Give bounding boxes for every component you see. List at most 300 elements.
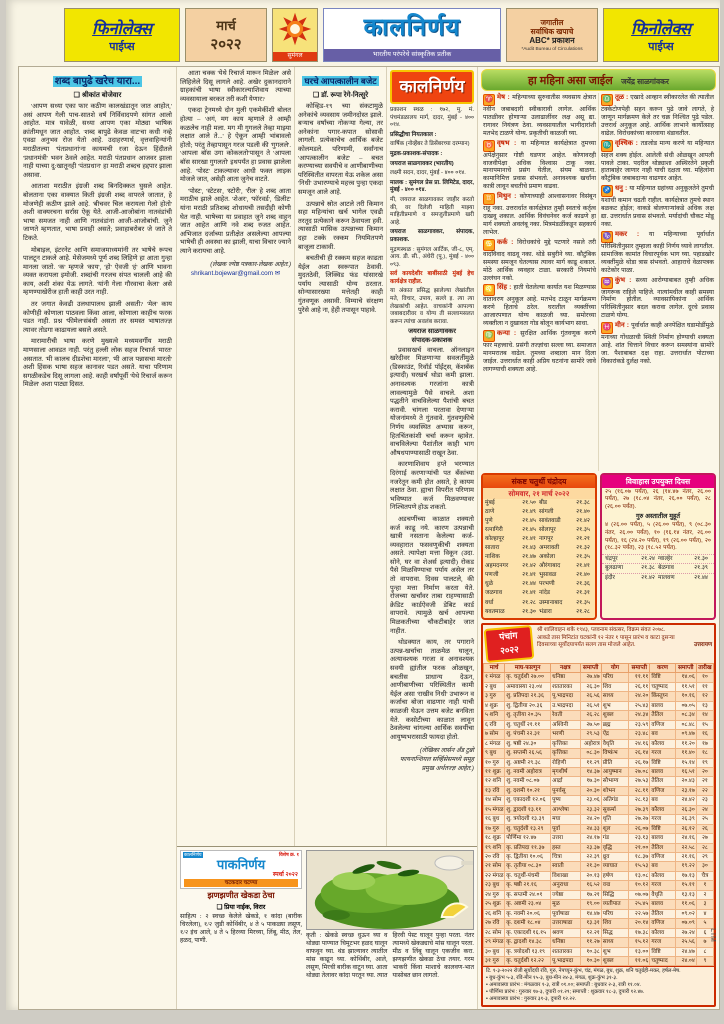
panchang-cell: हर्षण xyxy=(601,871,628,880)
panchang-cell: १५.५३ xyxy=(629,862,650,871)
panchang-cell: कृ. दशमी १८.०४ xyxy=(505,919,551,928)
imprint-line: प्रसिद्धीचा नियतकाल : xyxy=(390,131,437,138)
panchang-cell: २१ xyxy=(696,777,713,786)
panchang-cell: २९ xyxy=(696,853,713,862)
paknirnay-logo xyxy=(180,850,302,889)
panchang-cell: ९ xyxy=(696,957,713,966)
panchang-cell: शूल xyxy=(601,824,628,833)
panchang-cell: पौर्णिमा १२.४७ xyxy=(505,834,551,843)
moonrise-time: २१.४१ xyxy=(522,572,536,579)
panchang-cell: २६.५६ xyxy=(580,692,601,701)
panchang-cell: ०७.०९ xyxy=(675,919,696,928)
moonrise-row xyxy=(483,553,595,562)
panchang-cell: १२ xyxy=(696,692,713,701)
panchang-cell: २२ मंगळ xyxy=(485,872,504,879)
panchang-cell: कृ. अष्टमी २३.०४ xyxy=(505,900,551,909)
panchang-cell: १६.५१ xyxy=(675,767,696,776)
panchang-cell: १६.५२ xyxy=(580,881,601,890)
panchang-box xyxy=(481,623,716,1007)
panchang-cell: २६.०७ xyxy=(629,824,650,833)
author-email-link[interactable]: shrikant.bojewar@gmail.com ✉ xyxy=(190,270,281,278)
moonrise-time: २१.२१ xyxy=(576,535,590,542)
moonrise-city: जळगाव xyxy=(485,590,502,597)
panchang-cell: सिद्ध xyxy=(601,928,628,937)
panchang-cell: २६.५१ xyxy=(580,701,601,710)
zodiac-text: विरोधकांचे मुद्दे पटणारे नसले तरी वादविवाद वाढवू नका. थोडे सबुरीने घ्या. कौटुंबिक समस्या समजून घेतल्यास त्यावर मार्ग काढू शकाल. मोठे आर्थिक व्यवहार टाळा. सरकारी नियमांचे उल्लंघन नको. xyxy=(483,238,596,282)
panchang-cell: ०८.४८ xyxy=(675,720,696,729)
panchang-cell: अनुराधा xyxy=(551,881,580,890)
panchang-row xyxy=(484,805,714,814)
moonrise-row xyxy=(483,599,595,608)
panchang-cell: २४.४२ xyxy=(675,796,696,805)
page-header xyxy=(64,8,719,62)
moonrise-row xyxy=(483,571,595,580)
panchang-cell: शु. नवमी ०८.०७ xyxy=(505,777,551,786)
panchang-col-header: तारीख xyxy=(698,665,712,672)
panchang-cell: कृ. चतुर्दशी १२.२२ xyxy=(505,957,551,966)
panchang-cell: ०८.३० xyxy=(580,749,601,758)
panchang-cell: कृ. षष्ठी २१.१६ xyxy=(505,881,551,890)
panchang-cell: २२.५८ xyxy=(675,843,696,852)
panchang-footnote-line: • अमावास्या प्रारंभ : गुरुवार ३१-३, दुपारी १२.२२. xyxy=(486,996,577,1003)
wedding-days-text: २५ (१६.०७ पर्यंत), २६ (१४.४७ नंतर, २६.०० पर्यंत), २७ (१८.०४ नंतर, २६.०० पर्यंत), २८ (२६.०० पर्यंत). xyxy=(605,488,711,510)
panchang-cell: उत्तराषाढा xyxy=(551,919,580,928)
panchang-cell: वज्र xyxy=(601,881,628,890)
zodiac-name: मकर : xyxy=(615,230,649,238)
zodiac-name: कन्या : xyxy=(497,330,521,338)
panchang-cell: २८.११ xyxy=(629,786,650,795)
panchang-cell: १७ गुरु xyxy=(484,824,505,833)
panchang-col-header: नक्षत्र xyxy=(551,664,580,673)
panchang-cell: २५.५६ xyxy=(675,938,696,947)
panchang-cell: व्याघात xyxy=(601,862,628,871)
panchang-row xyxy=(484,843,714,852)
moonrise-city: सावंतवाडी xyxy=(539,517,561,524)
moonrise-city: बुलढाणा xyxy=(605,565,623,572)
moonrise-city: बीड xyxy=(539,499,548,506)
panchang-cell: २६.११ xyxy=(629,682,650,691)
panchang-cell: २५ शुक्र xyxy=(484,900,505,909)
panchang-cell: ११ शुक्र xyxy=(484,767,505,776)
panchang-cell: २३.३७ xyxy=(580,843,601,852)
panchang-cell: शुभ xyxy=(601,701,628,710)
zodiac-icon: ♋ xyxy=(483,239,495,251)
moonrise-time: २१.२४ xyxy=(641,555,655,562)
panchang-cell: १०.१२ xyxy=(629,881,650,890)
zodiac-entry-5 xyxy=(483,284,596,328)
panchang-cell: २६.१४ xyxy=(629,749,650,758)
panchang-cell: २४.२० xyxy=(629,692,650,701)
panchang-cell: ८ मंगळ xyxy=(484,739,505,748)
panchang-cell: १८.३७ xyxy=(629,853,650,862)
abc-line1: जगातील xyxy=(540,17,564,27)
panchang-footnote-line: • अमावास्या प्रारंभ : मंगळवार १-३, रात्री ०१.००; समाप्ती : बुधवार २-३, रात्री ११.०४. xyxy=(486,982,641,989)
moonrise-row xyxy=(483,508,595,517)
moonrise-date: सोमवार, २१ मार्च २०२२ xyxy=(483,488,595,499)
wedding-days-box xyxy=(600,473,716,621)
recipe-photo xyxy=(306,850,474,930)
panchang-cell: विष्टि xyxy=(650,947,675,956)
panchang-cell: २९.५३ xyxy=(580,730,601,739)
panchang-cell: २४ xyxy=(696,805,713,814)
panchang-cell: शिव xyxy=(601,682,628,691)
panchang-cell: १३.०० xyxy=(629,947,650,956)
moonrise-time: २१.४० xyxy=(576,508,590,515)
panchang-cell: बव xyxy=(650,862,675,871)
panchang-cell: ७ xyxy=(696,938,713,947)
panchang-cell: १३.३१ xyxy=(580,919,601,928)
moonrise-time: २१.३९ xyxy=(694,565,708,572)
panchang-cell: विष्टि xyxy=(650,673,675,682)
imprint-line: या अंकात प्रसिद्ध झालेल्या लेखांतील मते, विचार, उपाय, सल्ले इ. त्या त्या लेखकांची आहेत. वाचकांनी आपल्या जबाबदारीवर व योग्य ती सल्लामसलत करून त्यांचा अवलंब करावा. xyxy=(390,288,474,325)
moonrise-time: २१.४१ xyxy=(576,563,590,570)
panchang-cell: १०.३८ xyxy=(580,947,601,956)
moonrise-time: २१.४४ xyxy=(522,581,536,588)
article2-continuation xyxy=(390,347,474,743)
panchang-cell: १८ xyxy=(696,749,713,758)
print-registration-mark: LIM xyxy=(709,928,717,943)
article-paragraph: उत्पन्नाचे स्रोत आटले तरी किमान सहा महिन्यांचा खर्च भागेल एवढी तरतूद प्रत्येकाने करून ठेवायला हवी. त्यासाठी मासिक उत्पन्नाच्या किमान दहा टक्के रक्कम नियमितपणे बाजूला टाकावी. xyxy=(298,200,384,251)
moonrise-time: २१.३० xyxy=(522,608,536,615)
moonrise-city: यवतमाळ xyxy=(485,608,505,615)
panchang-cell: २७.२७ xyxy=(629,815,650,824)
panchang-cell: ६ xyxy=(696,928,713,937)
zodiac-text: सुरक्षित आर्थिक गुंतवणूक करणे फार महत्त्वाचे. प्रसंगी तज्ज्ञांचा सल्ला घ्या. समाजात मानमरातब वाढेल. तुमच्या शब्दाला मान दिला जाईल. उत्तरार्धात काही अप्रिय घटनांना सामोरे जावे लागण्याची शक्यता आहे. xyxy=(483,330,596,373)
horoscope-title: हा महिना असा जाईल xyxy=(528,75,613,87)
panchang-cell: २३.३२ xyxy=(580,805,601,814)
recipe-method: कृती : खेकडे स्वच्छ धुऊन घ्या व थोड्या पाण्यात चिमूटभर हळद घालून वाफवून घ्या. थंड झाल्यावर त्यातील मांस काढून घ्या. कोथिंबीर, आले, लसूण, मिरची बारीक वाटून घ्या. आता थोड्या तेलावर कांदा परतून घ्या. त्यात हिरवी पेस्ट घालून पुन्हा परता. नंतर त्यामध्ये खेकड्याचे मांस घालून परता. मीठ व लिंबू घालून एकजीव करा. झणझणीत खेकडा ठेचा तयार. गरम भाकरी किंवा माशाचे कालवण-भात यासोबत छान लागतो. xyxy=(306,932,474,979)
moonrise-time: २१.४५ xyxy=(522,517,536,524)
panchang-cell: गरज xyxy=(650,881,675,890)
moonrise-extra-cities xyxy=(602,554,714,583)
panchang-cell: २५.४५ xyxy=(629,900,650,909)
zodiac-name: मिथुन : xyxy=(497,193,520,201)
panchang-row xyxy=(484,853,714,862)
moonrise-row xyxy=(483,589,595,598)
panchang-cell: १ मंगळ xyxy=(484,673,505,682)
panchang-cell: बव xyxy=(650,796,675,805)
panchang-col-header: माघ-फाल्गुन xyxy=(505,664,551,673)
moonrise-city: अमरावती xyxy=(539,545,560,551)
masthead-title: कालनिर्णय xyxy=(363,14,461,41)
panchang-cell: २६.१२ xyxy=(675,824,696,833)
panchang-cell: शुक्ल xyxy=(601,957,628,966)
kalnirnay-masthead xyxy=(323,8,501,62)
moonrise-time: २१.५० xyxy=(522,499,536,506)
panchang-cell: भरणी xyxy=(551,730,580,739)
panchang-shaka-line: श्री शालिवाहन शके १९४३, प्लवनाम संवत्सर, विक्रम संवत २०७८. xyxy=(537,627,666,634)
panchang-cell: ०७.०५ xyxy=(675,701,696,710)
panchang-cell: ३१ गुरु xyxy=(484,957,505,966)
moonrise-city: सांगली xyxy=(539,508,554,515)
panchang-cell: १३.०८ xyxy=(629,871,650,880)
panchang-row xyxy=(484,909,714,918)
zodiac-icon: ♍ xyxy=(483,330,495,342)
article-paragraph: मोबाइल, इंटरनेट आणि समाजमाध्यमांनी तर भाषेचे रूपच पालटून टाकले आहे. मेसेजमध्ये पूर्ण शब्द लिहिणे हा आता गुन्हा मानला जातो. 'क' म्हणजे 'काय', 'हो' ऐवजी 'हं' आणि भावना व्यक्त करायला इमोजी. शब्दांची गरजच संपत चालली आहे की काय, अशी शंका येऊ लागते. 'यांनी गेला गौरवाचा केला' असे म्हणण्याखेरीज हाती काही उरत नाही. xyxy=(23,246,173,297)
panchang-cell: तैतिल xyxy=(650,711,675,720)
panchang-cell: धृति xyxy=(601,815,628,824)
finolex-product: पाईप्स xyxy=(648,40,674,53)
panchang-col-header: समाप्ती xyxy=(629,664,650,673)
panchang-cell: ब्रह्म xyxy=(601,720,628,729)
panchang-cell: गरज xyxy=(650,749,675,758)
article1-credit: (लेखक ज्येष्ठ पत्रकार-लेखक आहेत.) xyxy=(210,261,292,269)
panchang-cell: तैतिल xyxy=(650,777,675,786)
zodiac-name: मेष : xyxy=(497,94,513,101)
panchang-note-line: आकडे तास मिनिटांत घटकांनी १२ नंतर १ पासून प्रारंभ व काटा दुसऱ्या xyxy=(537,634,675,641)
panchang-cell: शु. दशमी १०.२१ xyxy=(505,786,551,795)
panchang-cell: कृ. चतुर्थी-पंचमी xyxy=(505,871,551,880)
imprint-line: मुद्रणस्थळ : सुमंगल आर्टिक, जी-८, एम्. आय. डी. सी., अंधेरी (पू.), मुंबई - ४०० ०९३. xyxy=(390,246,474,268)
almanac-boxes-row xyxy=(481,473,716,621)
panchang-cell: २७.५३ xyxy=(629,777,650,786)
moonrise-time: २१.४७ xyxy=(522,554,536,561)
article1-continuation-column xyxy=(177,67,295,846)
panchang-cell: परिघ xyxy=(601,673,628,682)
panchang-cell: १३.१३ xyxy=(675,890,696,899)
panchang-cell: पू.भाद्रपदा xyxy=(551,957,580,966)
panchang-cell: कृ. एकादशी १६.१५ xyxy=(505,928,551,937)
panchang-cell: १ xyxy=(696,881,713,890)
panchang-cell: विष्टि xyxy=(650,824,675,833)
panchang-cell: शुक्ल xyxy=(601,711,628,720)
panchang-cell: १५.११ xyxy=(675,881,696,890)
panchang-cell: २१.३० xyxy=(580,862,601,871)
panchang-cell: १५ मंगळ xyxy=(485,806,504,813)
cookery-left xyxy=(180,850,302,1006)
zodiac-text: या महिन्यात कार्यक्षेत्रात तुमच्या अपेक्षेनुसार गोष्टी घडणार आहेत. कोणावरही वाजवीपेक्षा अधिक विश्वास टाकू नका. मानापमानाचे प्रसंग येतील, संयम बाळगा. कामानिमित्त प्रवास संभवतो. अनावश्यक खर्चांना कात्री लावून बचतीचे प्रमाण वाढवा. xyxy=(483,139,596,191)
zodiac-entry-2 xyxy=(483,140,596,192)
panchang-cell: ११.०६ xyxy=(675,900,696,909)
zodiac-text: सध्या आरोग्याबाबत तुम्ही अधिक जागरूक राहिले पाहिजे. नात्यांमधील काही समस्या निर्माण होतील. व्यावसायिकांना आर्थिक परिस्थितीनुसार बदल करावा लागेल. दूरचे प्रवास टाळणे योग्य. xyxy=(601,276,714,320)
imprint-line: प्रकाशन स्थळ : १७२, मु. मं. पंचमंडळालय मार्ग, दादर, मुंबई - ४०० ०१४. xyxy=(390,107,474,129)
abc-line3: ABC* प्रकाशन xyxy=(529,35,575,45)
article-paragraph: तर जगात केवढी उलथापालथ झाली असती? 'मेल' काय कोणीही कोणाला पाठवला किंवा आला, कोणाला काहीच फरक पडत नाही. प्रश्न 'फीमेल'संबंधी असता तर समस्त भाषातज्ज्ञ त्यावर तोडगा काढायला बसले असते. xyxy=(23,301,173,334)
panchang-row xyxy=(484,796,714,805)
moonrise-row xyxy=(483,562,595,571)
panchang-cell: २६.१७ xyxy=(629,758,650,767)
panchang-cell: २४.२० xyxy=(580,815,601,824)
sumangal-label: सुमंगल xyxy=(273,52,317,61)
panchang-cell: परिघ xyxy=(601,909,628,918)
panchang-cell: शिव xyxy=(601,919,628,928)
panchang-cell: २०.१३ xyxy=(580,871,601,880)
panchang-cell: २७ xyxy=(696,834,713,843)
panchang-cell: ३० xyxy=(696,862,713,871)
panchang-cell: शुभ xyxy=(601,947,628,956)
panchang-cell: पू.भाद्रपदा xyxy=(551,692,580,701)
moonrise-city: सातारा xyxy=(485,545,500,551)
finolex-product: पाईप्स xyxy=(109,40,135,53)
moonrise-city: अहमदनगर xyxy=(485,563,509,570)
panchang-cell: मृगशीर्ष xyxy=(551,767,580,776)
moonrise-city: रत्नागिरी xyxy=(485,526,503,533)
panchang-cell: २ xyxy=(696,890,713,899)
panchang-cell: ११.२७ xyxy=(580,938,601,947)
panchang-cell: १९ शनि xyxy=(484,843,505,852)
moonrise-city: उस्मानाबाद xyxy=(539,599,563,606)
panchang-cell: २३ xyxy=(696,796,713,805)
panchang-cell: १९.२२ xyxy=(675,862,696,871)
panchang-cell: ०९.०२ xyxy=(675,909,696,918)
panchang-row xyxy=(484,871,714,880)
panchang-cell: २६.३० xyxy=(580,682,601,691)
panchang-cell: कृ. सप्तमी २४.०१ xyxy=(505,890,551,899)
panchang-cell: सुकर्मा xyxy=(601,805,628,814)
finolex-ad-right xyxy=(603,8,719,62)
zodiac-name: तूळ : xyxy=(615,94,631,101)
zodiac-name: कर्क : xyxy=(497,238,518,246)
panchang-cell: २२.३९ xyxy=(580,853,601,862)
panchang-cell: २३ बुध xyxy=(484,881,505,890)
panchang-footnote-line: • बुध-कुंभ ५-३, रवि-मीन १५-३, बुध-मीन २४-३, मंगळ, शुक्र-कुंभ ३१-३. xyxy=(486,975,618,982)
panchang-cell: शु. त्रयोदशी १३.३९ xyxy=(505,815,551,824)
moonrise-city: पुणे xyxy=(485,517,493,524)
panchang-cell: पुनर्वसू xyxy=(551,786,580,795)
article-paragraph: 'आपण सध्या एका फार कठीण कालखंडातून जात आहोत,' असं आपण गेली पाच-सातशे वर्षं निर्विवादपणे सांगत आलो आहोत. मात्र यावेळी, सध्या आपण एका मोठ्या भाषिक क्रांतीमधून जात आहोत. 'शब्द बापुढे केवळ वाट'चा कधी नव्हे एवढा अनुभव रोज येतो आहे. उदाहरणार्थ, वृत्तवाहिन्यांनी मराठीतल्या 'पंतप्रधानां'ना कायमची रजा देऊन हिंदीतले 'प्रधानमंत्री' भवन ठेवले आहेत. मराठी पंतप्रधान आजवर झाला नाही याच्या दु:खातूनही 'पंतप्रधान' हा मराठी शब्दच हद्दपार झाला असावा. xyxy=(23,103,173,179)
panchang-cell: २८ सोम xyxy=(484,928,505,937)
panchang-cell: कौलव xyxy=(650,739,675,748)
panchang-footnote-line: • पौर्णिमा प्रारंभ : गुरुवार १७-३, दुपारी ०१.२९; समाप्ती : शुक्रवार १८-३, दुपारी १२.४७. xyxy=(486,989,645,996)
moonrise-time: २१.३२ xyxy=(576,545,590,551)
recipe-byline: ❑ प्रिया नाईक, विरार xyxy=(216,904,266,911)
panchang-cell: धनिष्ठा xyxy=(551,938,580,947)
panchang-cell: शु. द्वादशी १३.११ xyxy=(505,805,551,814)
article-paragraph: 'पोस्ट', 'स्टेटस', 'स्टोरी', 'रील' हे शब्द आता मराठीच झाले आहेत. 'शेअर', 'फॉरवर्ड', 'डिलीट' यांना मराठी प्रतिशब्द शोधायची तसदीही कोणी घेत नाही. भाषेच्या या प्रवाहात जुने शब्द वाहून जात आहेत आणि नवे शब्द रुजत आहेत. अभिजात दर्जाच्या प्रतीक्षेत असलेल्या आपल्या भाषेची ही अवस्था का झाली, याचा विचार ज्याने त्याने करायचा आहे. xyxy=(180,187,292,255)
panchang-cell: शु. तृतीया २०.३५ xyxy=(505,711,551,720)
panchang-cell: २०.३० xyxy=(580,786,601,795)
panchang-cell: १९.०० xyxy=(580,900,601,909)
zodiac-text: महिन्याच्या सुरुवातीस व्यवसाय क्षेत्रात नवीन जबाबदारी स्वीकारावी लागेल. आर्थिक पातळीवर होणाऱ्या उलाढालींवर लक्ष असू द्या. रागावर नियंत्रण ठेवा. व्यवसायातील भागीदारांशी मतभेद टाळणे योग्य. प्रकृतीची काळजी घ्या. xyxy=(483,94,596,137)
panchang-cell: ७ सोम xyxy=(484,730,505,739)
panchang-cell: ११.११ xyxy=(629,673,650,682)
panchang-cell: २०.४३ xyxy=(675,777,696,786)
panchang-cell: बव xyxy=(650,730,675,739)
panchang-cell: साध्य xyxy=(601,938,628,947)
panchang-cell: शु. चतुर्दशी १३.२९ xyxy=(505,824,551,833)
zodiac-entry-8 xyxy=(601,140,714,184)
panchang-cell: १५.१२ xyxy=(629,938,650,947)
panchang-cell: चतुष्पाद xyxy=(650,957,675,966)
thecha-dish-image xyxy=(307,851,473,929)
panchang-cell: २१.१६ xyxy=(675,853,696,862)
moonrise-time: २१.३५ xyxy=(576,554,590,561)
panchang-cell: श्रवण xyxy=(551,928,580,937)
masthead-tagline: भारतीय परंपरेचे सांस्कृतिक प्रतीक xyxy=(324,49,500,61)
panchang-cell: ८ xyxy=(696,947,713,956)
finolex-ad-left xyxy=(64,8,180,62)
zodiac-entry-7 xyxy=(601,94,714,138)
panchang-cell: १४ सोम xyxy=(484,796,505,805)
panchang-cell: धनिष्ठा xyxy=(551,673,580,682)
zodiac-text: या महिन्याच्या पूर्वार्धात परिस्थितीनुसार तुम्हाला काही निर्णय घ्यावे लागतील. सामाजिक कामांत विचारपूर्वक भाग घ्या. पहाडखोर व्यक्तींमुळे थोडा त्रास संभवतो. आहाराचे वेळापत्रक काटेकोर पाळा. xyxy=(601,230,714,274)
zodiac-entry-12 xyxy=(601,322,714,366)
panchang-cell: ६ रवि xyxy=(484,720,505,729)
panchang-cell: २८ xyxy=(696,843,713,852)
zodiac-text: पूर्वार्धात काही अनपेक्षित घडामोडींमुळे मनाच्या गोंधळाची स्थिती निर्माण होण्याची शक्यता आहे. शांत चित्ताने विचार करून समस्यांना सामोरे जा. पैशाबाबत दक्ष राहा. उत्तरार्धात पोटाच्या विकारांकडे दुर्लक्ष नको. xyxy=(601,322,715,365)
panchang-cell: २२ xyxy=(696,786,713,795)
panchang-cell: २९ मंगळ xyxy=(485,939,504,946)
panchang-row xyxy=(484,824,714,833)
moonrise-time: २१.२८ xyxy=(576,608,590,615)
panchang-row xyxy=(484,673,714,682)
panchang-cell: चतुष्पाद xyxy=(650,682,675,691)
panchang-cell: ५ xyxy=(696,919,713,928)
article-language-column xyxy=(19,67,177,1009)
panchang-cell: २६.३९ xyxy=(675,815,696,824)
panchang-cell: २३.१३ xyxy=(629,834,650,843)
panchang-cell: २३.०६ xyxy=(580,796,601,805)
panchang-cell: पुष्य xyxy=(551,796,580,805)
article-paragraph: एकदा ट्रेनमध्ये दोन मुली एकमेकींशी बोलत होत्या – 'अगं, मग काय म्हणाले ते आम्ही कळलेच नाही मला. मग मी गुगलले तेव्हा माझ्या लक्षात आले ते...' हे ऐकून आम्ही भांबावलो होतो; परंतु तेव्हापासून गरज पडली की 'गुगलले'. 'आपला बॉस उगा कोकलतो'पासून ते 'आपला बॉस सारखा गुगलतो' इथपर्यंत हा प्रवास झालेला आहे. 'पोस्ट' टाकल्यावर आधी फक्त लाइक मोजले जात, असेही आता जुनेच वाटते. xyxy=(180,107,292,184)
almanac-section xyxy=(478,67,719,1009)
moonrise-city: नांदेड xyxy=(539,590,551,597)
panchang-cell: कृ. तृतीया ०८.३० xyxy=(505,862,551,871)
panchang-cell: बालव xyxy=(650,701,675,710)
panchang-cell: १४.०६ xyxy=(675,673,696,682)
panchang-cell: १७.१३ xyxy=(675,871,696,880)
panchang-intro xyxy=(537,627,712,661)
panchang-row xyxy=(484,957,714,966)
zodiac-name: मीन : xyxy=(615,322,632,330)
abc-circulation-box xyxy=(506,8,598,62)
panchang-cell: मूळ xyxy=(551,900,580,909)
imprint-line: जयराज साळगावकर xyxy=(408,328,456,336)
article-budget-column xyxy=(295,67,387,846)
panchang-cell: आयुष्मान xyxy=(601,767,628,776)
panchang-cell: २४ गुरु xyxy=(484,890,505,899)
panchang-cell: कृ. त्रयोदशी १३.१९ xyxy=(505,947,551,956)
panchang-row xyxy=(484,777,714,786)
panchang-cell: कौलव xyxy=(650,928,675,937)
panchang-cell: गरज xyxy=(650,938,675,947)
panchang-cell: शु. एकादशी १२.०६ xyxy=(505,796,551,805)
panchang-cell: उ.भाद्रपदा xyxy=(551,701,580,710)
moonrise-time: २१.४४ xyxy=(694,574,708,581)
moonrise-row xyxy=(483,535,595,544)
moonrise-extra-row xyxy=(602,554,714,564)
panchang-cell: कौलव xyxy=(650,805,675,814)
panchang-cell: हस्त xyxy=(551,843,580,852)
moonrise-time: २१.३५ xyxy=(576,526,590,533)
panchang-cell: कृ. प्रतिपदा ११.३७ xyxy=(505,843,551,852)
paknirnay-title: पाकनिर्णय xyxy=(216,857,266,872)
panchang-cell: २१.०० xyxy=(629,843,650,852)
panchang-cell: २१ सोम xyxy=(484,862,505,871)
article-paragraph: कोव्हिड-१९ च्या संकटामुळे अनेकांचे व्यवसाय जमीनदोस्त झाले. बऱ्याच वर्षांच्या नोकऱ्या गेल्या, तर अनेकांना पगार-कपात सोसावी लागली. प्रत्येकाचेच आर्थिक बजेट कोलमडले. परिणामी, सर्वांनाच 'आपत्कालीन बजेट' – बचत करण्याच्या सवयीचे व आणीबाणीच्या परिस्थितीत वापरता येऊ शकेल असा 'निधी' उभारण्याचे महत्त्व पुन्हा एकदा समजून आले आहे. xyxy=(298,103,384,196)
panchang-row xyxy=(484,720,714,729)
issue-month: मार्च xyxy=(216,18,236,33)
panchang-col-header: मार्च xyxy=(484,664,505,673)
moonrise-city: नाशिक xyxy=(485,554,500,561)
zodiac-entry-4 xyxy=(483,239,596,283)
panchang-cell: २६.३० xyxy=(675,805,696,814)
panchang-cell: किंस्तुघ्न xyxy=(650,692,675,701)
panchang-cell: ११ xyxy=(696,682,713,691)
article1-body xyxy=(23,103,172,390)
moonrise-row xyxy=(483,526,595,535)
moonrise-city: बेळगाव xyxy=(658,565,674,572)
moonrise-row xyxy=(483,580,595,589)
panchang-cell: १६ बुध xyxy=(484,815,505,824)
cookery-right xyxy=(306,850,474,1006)
panchang-cell: शु. पंचमी २२.३१ xyxy=(505,730,551,739)
imprint-line: मुद्रक-प्रकाशक-संपादक : xyxy=(390,150,443,157)
moonrise-time: २१.४१ xyxy=(522,535,536,542)
zodiac-icon: ♓ xyxy=(601,322,613,334)
zodiac-name: वृश्चिक : xyxy=(615,139,641,147)
zodiac-text: हाती घेतलेल्या कार्यात यश मिळण्यास वातावरण अनुकूल आहे. मतभेद टाळून मार्गक्रमण करणे हिताचे ठरेल. घरातील व्यक्तींच्या आजारपणात योग्य काळजी घ्या. समोरच्या व्यक्तीला न दुखावता गोड बोलून कार्यभाग साधा. xyxy=(483,284,596,328)
